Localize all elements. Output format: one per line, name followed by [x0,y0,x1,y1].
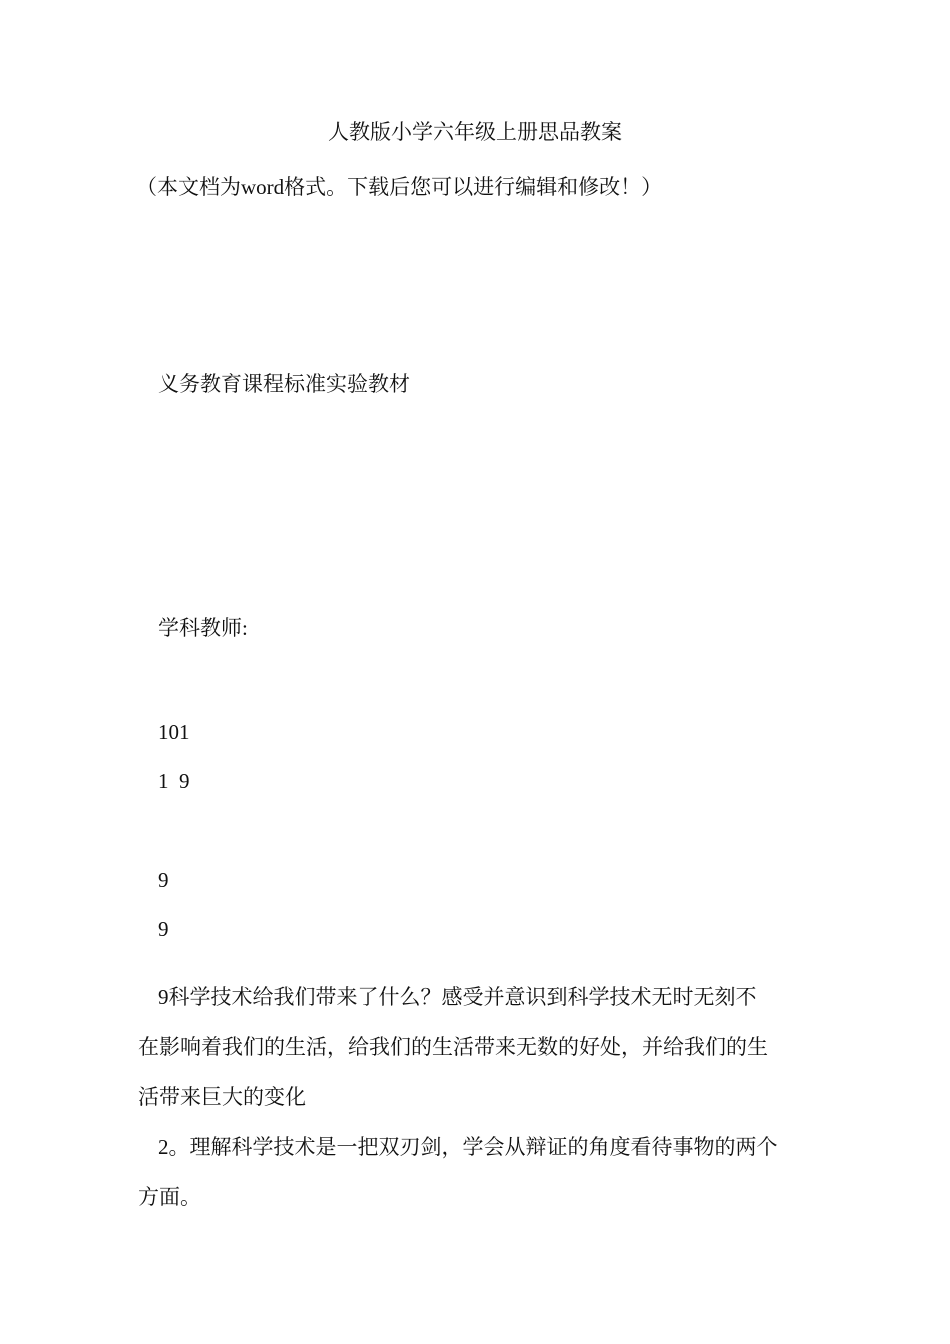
number-line: 101 [158,720,190,744]
paragraph-line: 方面。 [138,1185,201,1209]
format-note: （本文档为word格式。下载后您可以进行编辑和修改！） [136,175,663,199]
number-line: 9 [158,868,169,892]
number-line: 1 9 [158,769,190,793]
paragraph-line: 活带来巨大的变化 [138,1085,306,1109]
paragraph-line: 2。理解科学技术是一把双刃剑，学会从辩证的角度看待事物的两个 [158,1135,778,1159]
number-line: 9 [158,917,169,941]
paragraph-line: 9科学技术给我们带来了什么？感受并意识到科学技术无时无刻不 [158,985,757,1009]
document-title: 人教版小学六年级上册思品教案 [328,120,622,144]
textbook-line: 义务教育课程标准实验教材 [158,372,410,396]
teacher-label: 学科教师: [158,616,248,640]
paragraph-line: 在影响着我们的生活，给我们的生活带来无数的好处，并给我们的生 [138,1035,768,1059]
